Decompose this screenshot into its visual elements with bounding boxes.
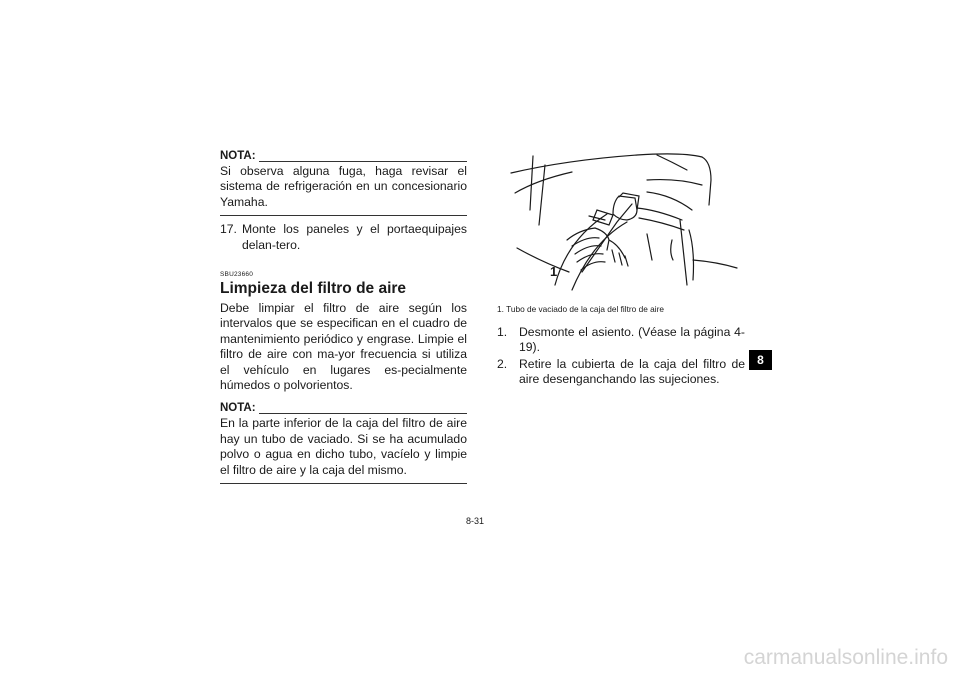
right-column (497, 150, 745, 389)
nota-end-rule-2 (220, 483, 467, 484)
air-filter-drain-figure (497, 150, 745, 300)
nota-end-rule (220, 215, 467, 216)
nota-label: NOTA: (220, 149, 256, 162)
step-2 (497, 357, 745, 388)
step-number: 2. (497, 356, 508, 371)
step-text: Desmonte el asiento. (Véase la página 4-19). (519, 325, 745, 355)
page-number: 8-31 (466, 516, 485, 526)
chapter-tab: 8 (749, 350, 772, 370)
nota-heading (220, 150, 467, 164)
figure-caption: 1. Tubo de vaciado de la caja del filtro de aire (497, 304, 664, 314)
section-title: Limpieza del filtro de aire (220, 280, 407, 298)
nota-rule-2 (259, 413, 467, 414)
step-17 (220, 222, 467, 253)
step-number: 1. (497, 325, 508, 339)
step-1 (497, 325, 745, 356)
section-body: Debe limpiar el filtro de aire según los intervalos que se especifican en el cuadro de mantenimiento periódico y engrase. Limpie el filtro de aire con ma-yor frecuencia si utiliza el vehículo en lugares es-pecialmente húmedos o polvorientos. (220, 301, 467, 393)
watermark: carmanualsonline.info (743, 646, 948, 669)
nota-heading-2 (220, 402, 467, 416)
nota-text: Si observa alguna fuga, haga revisar el sistema de refrigeración en un concesionario Yamaha. (220, 164, 467, 209)
step-number: 17. (220, 222, 237, 237)
nota-rule (259, 161, 467, 162)
section-code: SBU23660 (220, 271, 254, 279)
step-text: Retire la cubierta de la caja del filtro de aire desenganchando las sujeciones. (519, 356, 745, 387)
step-text: Monte los paneles y el portaequipajes delan-tero. (242, 222, 467, 252)
steps-list (497, 325, 745, 388)
left-column (220, 150, 467, 484)
nota-label-2: NOTA: (220, 402, 256, 415)
line-drawing (497, 150, 745, 300)
nota-text-2: En la parte inferior de la caja del filtro de aire hay un tubo de vaciado. Si se ha acumulado polvo o agua en dicho tubo, vacíelo y limpie el filtro de aire y la caja del mismo. (220, 416, 467, 477)
figure-callout-1: 1 (550, 264, 558, 279)
